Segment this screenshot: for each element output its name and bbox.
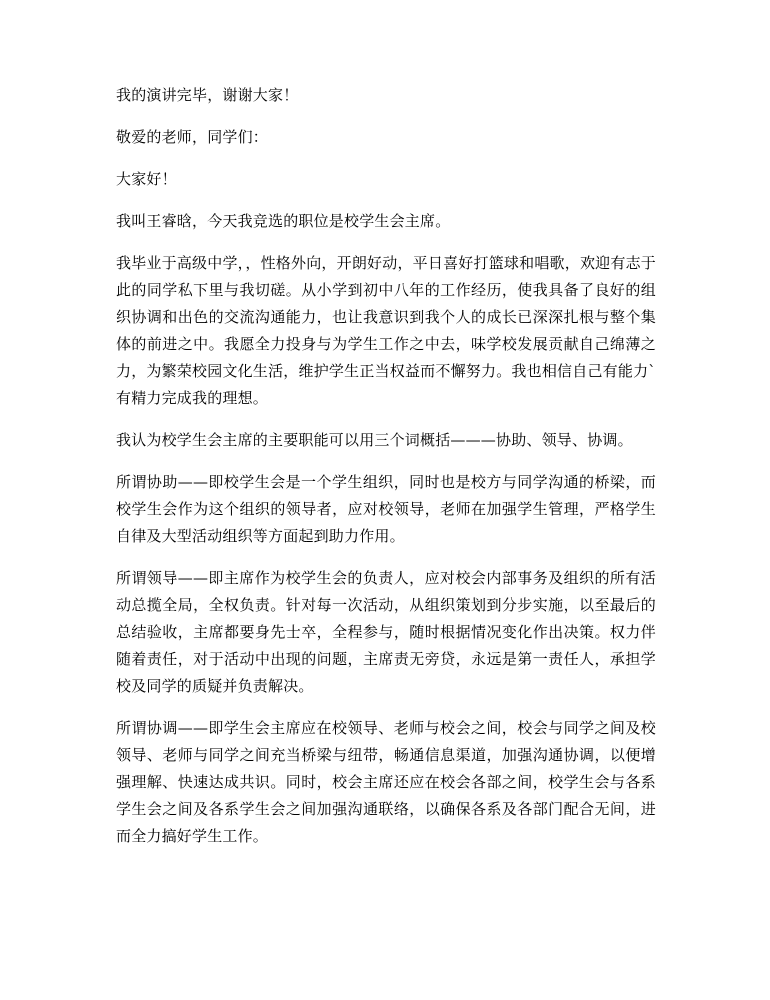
paragraph-background: 我毕业于高级中学，，性格外向，开朗好动，平日喜好打篮球和唱歌，欢迎有志于此的同学私下里与我切磋。从小学到初中八年的工作经历，使我具备了良好的组织协调和出色的交流沟通能力，也让我意识到我个人的成长已深深扎根与整个集体的前进之中。我愿全力投身与为学生工作之中去，味学校发展贡献自己绵薄之力，为繁荣校园文化生活，维护学生正当权益而不懈努力。我也相信自己有能力`有精力完成我的理想。 <box>116 254 656 407</box>
paragraph-greeting: 大家好！ <box>116 170 177 188</box>
document-page <box>116 82 656 865</box>
paragraph-assist: 所谓协助——即校学生会是一个学生组织，同时也是校方与同学沟通的桥梁，而校学生会作为这个组织的领导者，应对校领导，老师在加强学生管理，严格学生自律及大型活动组织等方面起到助力作用。 <box>116 473 656 545</box>
paragraph-role-summary: 我认为校学生会主席的主要职能可以用三个词概括———协助、领导、协调。 <box>116 431 633 449</box>
paragraph-introduction: 我叫王睿晗，今天我竞选的职位是校学生会主席。 <box>116 212 451 230</box>
paragraph-coordinate: 所谓协调——即学生会主席应在校领导、老师与校会之间，校会与同学之间及校领导、老师与同学之间充当桥梁与纽带，畅通信息渠道，加强沟通协调，以便增强理解、快速达成共识。同时，校会主席还应在校会各部之间，校学生会与各系学生会之间及各系学生会之间加强沟通联络，以确保各系及各部门配合无间，进而全力搞好学生工作。 <box>116 719 656 845</box>
paragraph-closing-remark: 我的演讲完毕，谢谢大家！ <box>116 86 299 104</box>
paragraph-salutation: 敬爱的老师，同学们： <box>116 128 269 146</box>
paragraph-lead: 所谓领导——即主席作为校学生会的负责人，应对校会内部事务及组织的所有活动总揽全局，全权负责。针对每一次活动，从组织策划到分步实施，以至最后的总结验收，主席都要身先士卒，全程参与，随时根据情况变化作出决策。权力伴随着责任，对于活动中出现的问题，主席责无旁贷，永远是第一责任人，承担学校及同学的质疑并负责解决。 <box>116 569 656 695</box>
